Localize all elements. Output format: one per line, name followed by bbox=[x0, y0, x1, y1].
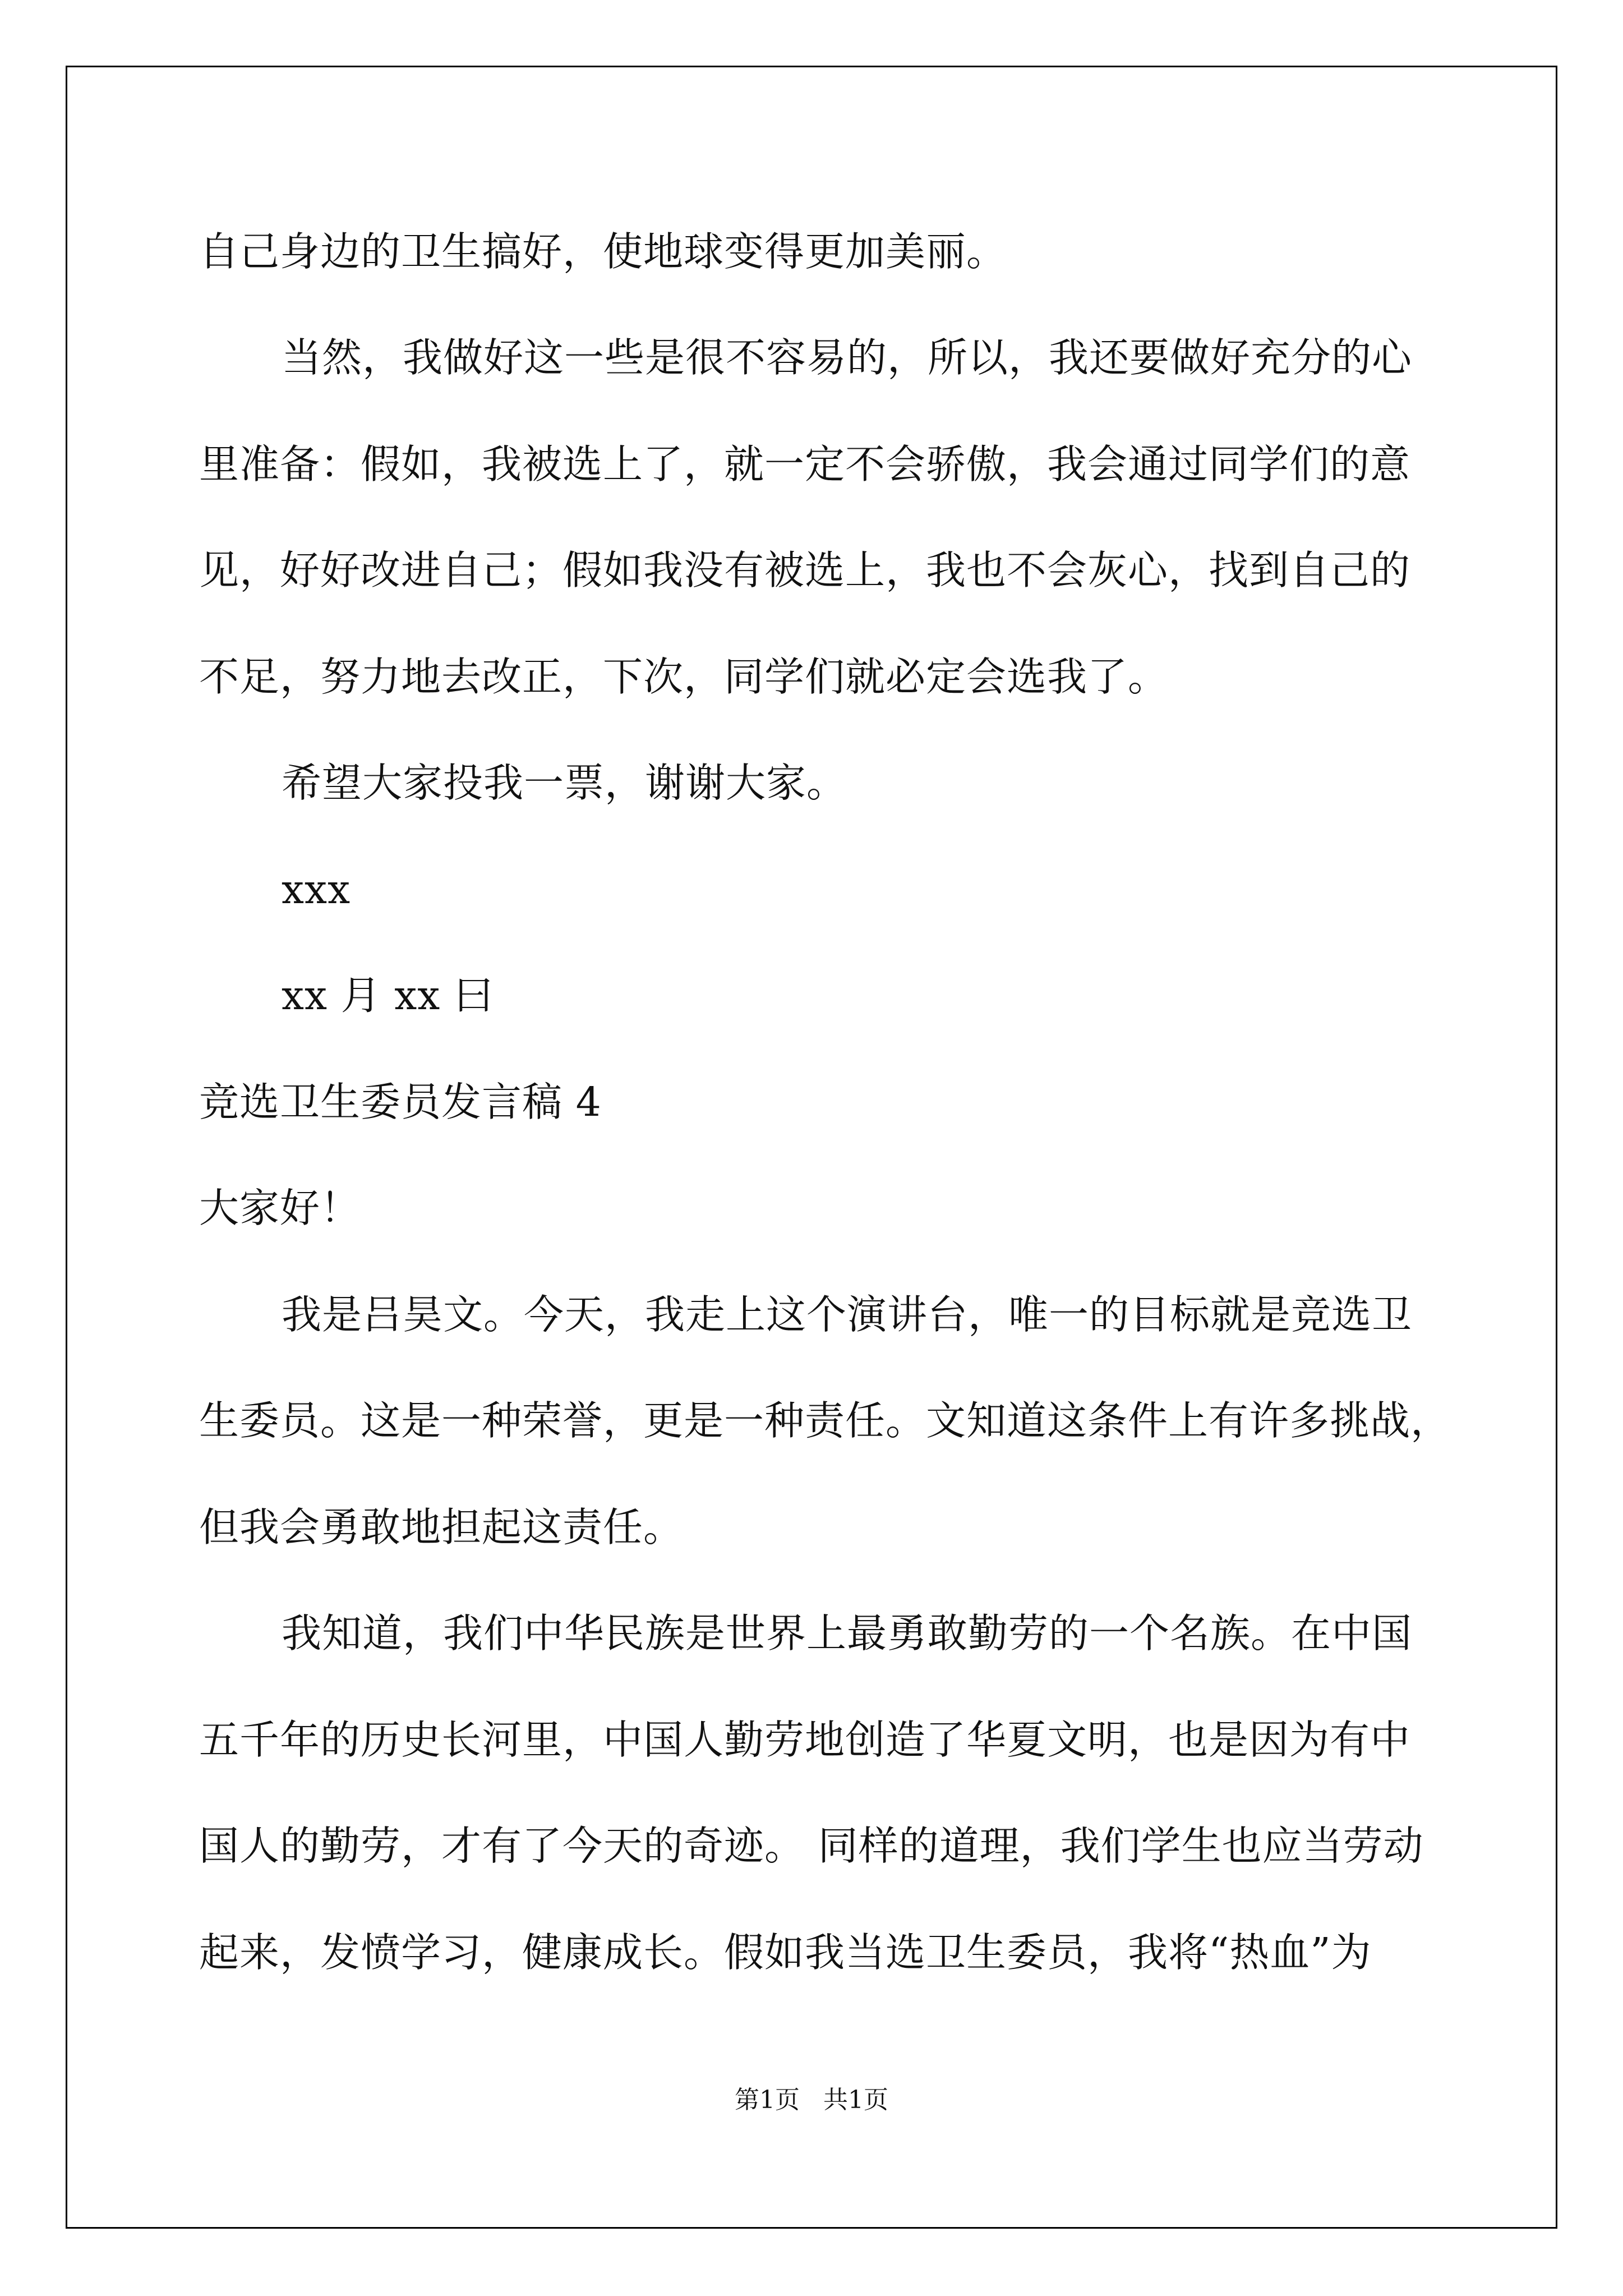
body-line-11: 我是吕昊文。今天，我走上这个演讲台，唯一的目标就是竞选卫 bbox=[282, 1291, 1413, 1338]
body-line-12: 生委员。这是一种荣誉，更是一种责任。文知道这条件上有许多挑战， bbox=[199, 1397, 1451, 1444]
body-line-15: 五千年的历史长河里，中国人勤劳地创造了华夏文明，也是因为有中 bbox=[199, 1717, 1411, 1763]
body-line-4: 见，好好改进自己；假如我没有被选上，我也不会灰心，找到自己的 bbox=[199, 547, 1411, 593]
signature-name: xxx bbox=[282, 866, 351, 913]
page-footer: 第1页 共1页 bbox=[735, 2086, 888, 2114]
body-line-13: 但我会勇敢地担起这责任。 bbox=[199, 1504, 684, 1550]
body-line-6: 希望大家投我一票，谢谢大家。 bbox=[282, 760, 847, 806]
body-line-5: 不足，努力地去改正，下次，同学们就必定会选我了。 bbox=[199, 654, 1169, 700]
section-heading: 竞选卫生委员发言稿 4 bbox=[199, 1079, 602, 1125]
greeting: 大家好！ bbox=[199, 1185, 361, 1231]
body-line-2: 当然，我做好这一些是很不容易的，所以，我还要做好充分的心 bbox=[282, 334, 1413, 381]
body-line-3: 里准备：假如，我被选上了，就一定不会骄傲，我会通过同学们的意 bbox=[199, 441, 1411, 487]
body-line-16: 国人的勤劳，才有了今天的奇迹。 同样的道理，我们学生也应当劳动 bbox=[199, 1823, 1424, 1869]
page-border bbox=[66, 66, 1557, 2229]
body-line-17: 起来，发愤学习，健康成长。假如我当选卫生委员，我将“热血”为 bbox=[199, 1929, 1372, 1976]
body-line-14: 我知道，我们中华民族是世界上最勇敢勤劳的一个名族。在中国 bbox=[282, 1610, 1413, 1657]
body-line-1: 自己身边的卫生搞好，使地球变得更加美丽。 bbox=[199, 228, 1007, 275]
signature-date: xx 月 xx 曰 bbox=[282, 972, 494, 1019]
